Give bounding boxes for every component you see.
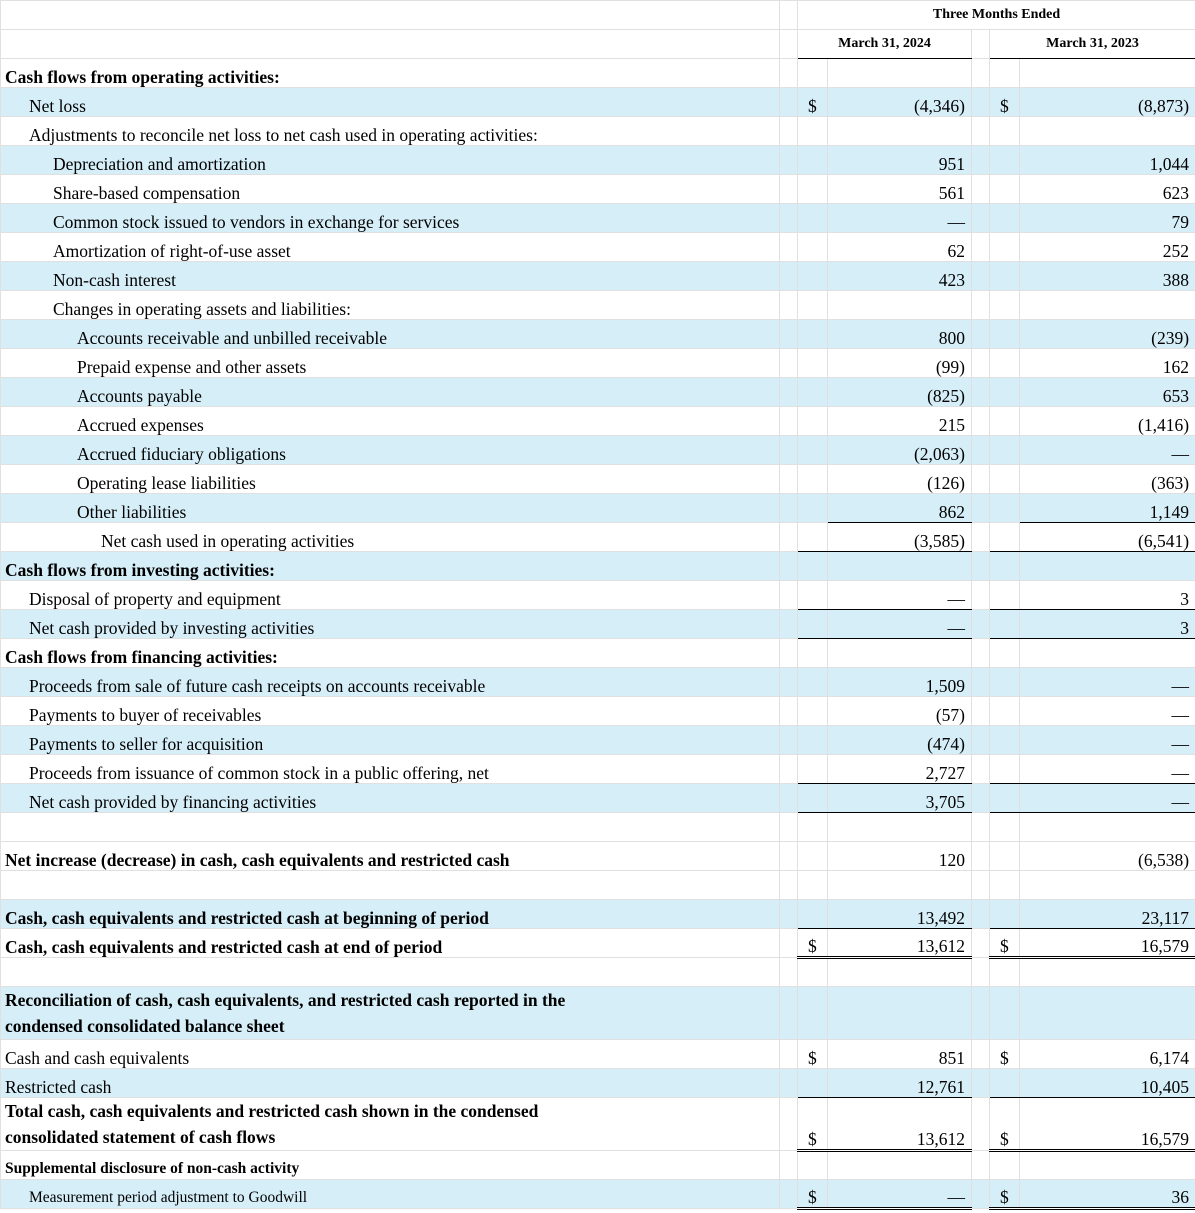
table-row <box>1 407 1195 436</box>
value-2024: 120 <box>828 842 972 871</box>
value-2024: (2,063) <box>828 436 972 465</box>
table-row-subtotal <box>1 523 1195 552</box>
table-row <box>1 494 1195 523</box>
table-row <box>1 581 1195 610</box>
section-heading-financing: Cash flows from financing activities: <box>1 639 780 668</box>
row-label: Net loss <box>1 88 780 117</box>
value-2023: (6,541) <box>1020 523 1195 552</box>
value-2024: — <box>828 204 972 233</box>
table-row <box>1 755 1195 784</box>
table-row-total <box>1 929 1195 958</box>
table-row <box>1 726 1195 755</box>
value-2023: 162 <box>1020 349 1195 378</box>
row-label: Accrued fiduciary obligations <box>1 436 780 465</box>
value-2024: 1,509 <box>828 668 972 697</box>
value-2023: 3 <box>1020 581 1195 610</box>
row-label: Net cash provided by investing activities <box>1 610 780 639</box>
value-2023: — <box>1020 755 1195 784</box>
table-row-total <box>1 1098 1195 1151</box>
row-label: Non-cash interest <box>1 262 780 291</box>
header-row-dates <box>1 30 1195 59</box>
value-2023: 10,405 <box>1020 1069 1195 1098</box>
value-2023: 36 <box>1020 1180 1195 1209</box>
section-heading-reconciliation: Reconciliation of cash, cash equivalents, and restricted cash reported in the condensed consolidated balance sheet <box>1 987 780 1040</box>
table-row <box>1 1040 1195 1069</box>
table-row <box>1 146 1195 175</box>
row-label: Proceeds from sale of future cash receipts on accounts receivable <box>1 668 780 697</box>
value-2023: 653 <box>1020 378 1195 407</box>
value-2023: 388 <box>1020 262 1195 291</box>
currency-symbol: $ <box>798 1180 828 1209</box>
row-label: Net increase (decrease) in cash, cash equivalents and restricted cash <box>1 842 780 871</box>
row-label: Amortization of right-of-use asset <box>1 233 780 262</box>
row-label: Cash and cash equivalents <box>1 1040 780 1069</box>
table-row-total <box>1 842 1195 871</box>
row-label: Payments to buyer of receivables <box>1 697 780 726</box>
value-2023: — <box>1020 726 1195 755</box>
section-row-reconciliation <box>1 987 1195 1040</box>
row-label: Disposal of property and equipment <box>1 581 780 610</box>
value-2024: — <box>828 610 972 639</box>
row-label: Other liabilities <box>1 494 780 523</box>
row-label: Restricted cash <box>1 1069 780 1098</box>
table-row <box>1 88 1195 117</box>
table-row <box>1 117 1195 146</box>
value-2024: (126) <box>828 465 972 494</box>
value-2024: 800 <box>828 320 972 349</box>
row-label: Measurement period adjustment to Goodwill <box>1 1180 780 1209</box>
value-2023: 79 <box>1020 204 1195 233</box>
table-row <box>1 668 1195 697</box>
row-label: Share-based compensation <box>1 175 780 204</box>
value-2024: 13,612 <box>828 929 972 958</box>
currency-symbol: $ <box>798 1098 828 1151</box>
row-label: Operating lease liabilities <box>1 465 780 494</box>
row-label: Cash, cash equivalents and restricted cash at end of period <box>1 929 780 958</box>
value-2023: 23,117 <box>1020 900 1195 929</box>
table-row-subtotal <box>1 610 1195 639</box>
value-2023: 623 <box>1020 175 1195 204</box>
value-2023: — <box>1020 697 1195 726</box>
currency-symbol: $ <box>990 88 1020 117</box>
table-row <box>1 1180 1195 1209</box>
value-2023: 16,579 <box>1020 1098 1195 1151</box>
row-label: Adjustments to reconcile net loss to net cash used in operating activities: <box>1 117 780 146</box>
spacer-row <box>1 871 1195 900</box>
period-header: Three Months Ended <box>798 1 1195 30</box>
row-label: Net cash provided by financing activities <box>1 784 780 813</box>
value-2023: (363) <box>1020 465 1195 494</box>
row-label: Common stock issued to vendors in exchange for services <box>1 204 780 233</box>
value-2024: 423 <box>828 262 972 291</box>
section-row-operating <box>1 59 1195 88</box>
table-row <box>1 349 1195 378</box>
row-label: Proceeds from issuance of common stock in a public offering, net <box>1 755 780 784</box>
table-row <box>1 291 1195 320</box>
value-2024: (4,346) <box>828 88 972 117</box>
column-header-2024: March 31, 2024 <box>798 30 972 59</box>
currency-symbol: $ <box>798 88 828 117</box>
value-2023: (1,416) <box>1020 407 1195 436</box>
section-row-financing <box>1 639 1195 668</box>
table-row <box>1 320 1195 349</box>
row-label: Prepaid expense and other assets <box>1 349 780 378</box>
table-row <box>1 262 1195 291</box>
value-2024: 561 <box>828 175 972 204</box>
table-row <box>1 436 1195 465</box>
row-label: Accounts payable <box>1 378 780 407</box>
table-row <box>1 175 1195 204</box>
value-2023: (239) <box>1020 320 1195 349</box>
section-heading-investing: Cash flows from investing activities: <box>1 552 780 581</box>
value-2024: 62 <box>828 233 972 262</box>
value-2024: 3,705 <box>828 784 972 813</box>
row-label: Depreciation and amortization <box>1 146 780 175</box>
value-2024: (474) <box>828 726 972 755</box>
spacer-row <box>1 813 1195 842</box>
value-2023: — <box>1020 784 1195 813</box>
row-label: Changes in operating assets and liabilities: <box>1 291 780 320</box>
row-label: Net cash used in operating activities <box>1 523 780 552</box>
value-2023: 3 <box>1020 610 1195 639</box>
value-2023: 252 <box>1020 233 1195 262</box>
row-label: Total cash, cash equivalents and restricted cash shown in the condensed consolidated statement of cash flows <box>1 1098 780 1151</box>
currency-symbol: $ <box>990 1098 1020 1151</box>
value-2024: (57) <box>828 697 972 726</box>
value-2024: 12,761 <box>828 1069 972 1098</box>
value-2024: (99) <box>828 349 972 378</box>
row-label: Accrued expenses <box>1 407 780 436</box>
table-row-total <box>1 900 1195 929</box>
row-label: Payments to seller for acquisition <box>1 726 780 755</box>
value-2024: (825) <box>828 378 972 407</box>
value-2024: 13,612 <box>828 1098 972 1151</box>
value-2024: (3,585) <box>828 523 972 552</box>
section-heading-supplemental: Supplemental disclosure of non-cash activity <box>1 1151 780 1180</box>
value-2023: (6,538) <box>1020 842 1195 871</box>
currency-symbol: $ <box>990 1180 1020 1209</box>
currency-symbol: $ <box>798 1040 828 1069</box>
value-2023: 6,174 <box>1020 1040 1195 1069</box>
value-2024: 2,727 <box>828 755 972 784</box>
value-2024: — <box>828 1180 972 1209</box>
table-row <box>1 697 1195 726</box>
value-2024: — <box>828 581 972 610</box>
row-label: Cash, cash equivalents and restricted cash at beginning of period <box>1 900 780 929</box>
value-2023: — <box>1020 436 1195 465</box>
value-2024: 215 <box>828 407 972 436</box>
column-header-2023: March 31, 2023 <box>990 30 1195 59</box>
row-label: Accounts receivable and unbilled receivable <box>1 320 780 349</box>
value-2024: 862 <box>828 494 972 523</box>
spacer-row <box>1 958 1195 987</box>
value-2024: 851 <box>828 1040 972 1069</box>
value-2023: — <box>1020 668 1195 697</box>
section-row-supplemental <box>1 1151 1195 1180</box>
value-2023: 1,044 <box>1020 146 1195 175</box>
currency-symbol: $ <box>990 1040 1020 1069</box>
value-2024: 13,492 <box>828 900 972 929</box>
section-heading-operating: Cash flows from operating activities: <box>1 59 780 88</box>
value-2023: 1,149 <box>1020 494 1195 523</box>
header-row-period <box>1 1 1195 30</box>
value-2024: 951 <box>828 146 972 175</box>
currency-symbol: $ <box>798 929 828 958</box>
section-row-investing <box>1 552 1195 581</box>
table-row <box>1 204 1195 233</box>
table-row <box>1 233 1195 262</box>
table-row-subtotal <box>1 784 1195 813</box>
currency-symbol: $ <box>990 929 1020 958</box>
value-2023: 16,579 <box>1020 929 1195 958</box>
value-2023: (8,873) <box>1020 88 1195 117</box>
table-row <box>1 465 1195 494</box>
table-row <box>1 378 1195 407</box>
table-row <box>1 1069 1195 1098</box>
